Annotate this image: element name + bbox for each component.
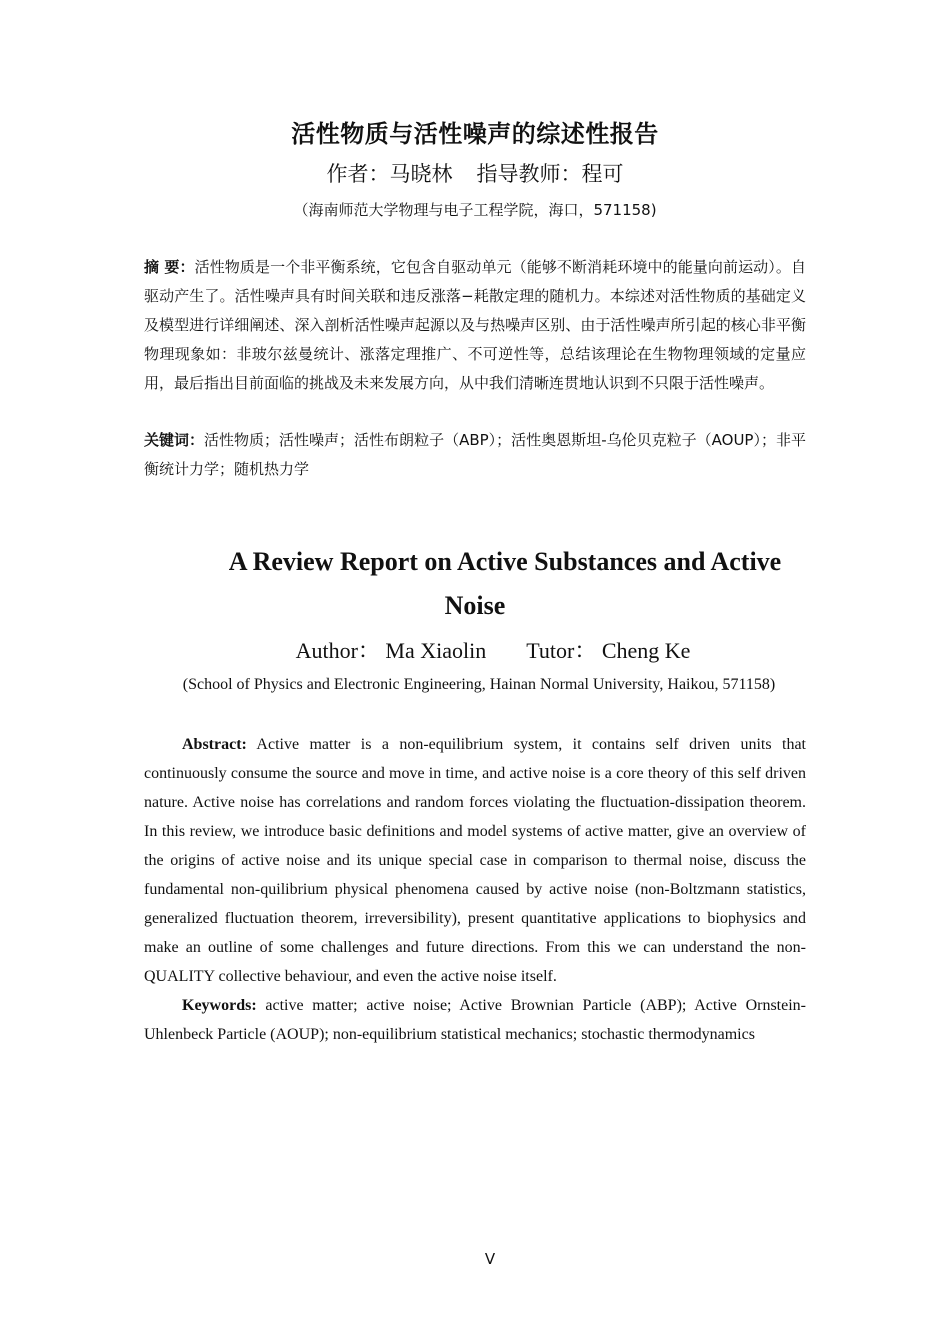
english-affiliation: (School of Physics and Electronic Engineering, Hainan Normal University, Haikou, 571158) [182, 676, 776, 693]
page-number: V [484, 1250, 496, 1268]
english-title-line2: Noise [444, 591, 506, 620]
chinese-keywords [144, 426, 806, 484]
english-tutor-name: Cheng Ke [601, 638, 691, 663]
chinese-title: 活性物质与活性噪声的综述性报告 [291, 120, 659, 148]
english-abstract-text: Active matter is a non-equilibrium system, it contains self driven units that continuously consume the source and move in time, and active noise is a core theory of this self driven nature. Active noise has correlations and random forces violating the fluctuation-dissipation theorem. In this review, we introduce basic definitions and model systems of active matter, give an overview of the origins of active noise and its unique special case in comparison to thermal noise, discuss the fundamental non-quilibrium physical phenomena caused by active noise (non-Boltzmann statistics, generalized fluctuation theorem, irreversibility), present quantitative applications to biophysics and make an outline of some challenges and future directions. From this we can understand the non-QUALITY collective behaviour, and even the active noise itself. [144, 736, 806, 985]
chinese-author: 作者：马晓林 [326, 162, 453, 186]
english-title-line1: A Review Report on Active Substances and Active [228, 547, 782, 576]
english-keywords-label: Keywords: [182, 997, 257, 1014]
chinese-author-line [0, 158, 950, 188]
chinese-keywords-label: 关键词： [144, 431, 205, 449]
chinese-affiliation: （海南师范大学物理与电子工程学院，海口，571158) [293, 201, 657, 219]
english-abstract [144, 730, 806, 991]
english-author-label: Author： [295, 638, 380, 663]
english-tutor-label: Tutor： [526, 638, 597, 663]
english-keywords [144, 991, 806, 1049]
chinese-abstract-label: 摘 要： [144, 258, 195, 276]
english-title [144, 540, 806, 628]
chinese-keywords-text: 活性物质；活性噪声；活性布朗粒子（ABP）；活性奥恩斯坦-乌伦贝克粒子（AOUP）；非平衡统计力学；随机热力学 [144, 431, 806, 478]
chinese-tutor: 指导教师：程可 [476, 162, 624, 186]
english-author-line [0, 634, 950, 665]
english-keywords-text: active matter; active noise; Active Brownian Particle (ABP); Active Ornstein-Uhlenbeck Particle (AOUP); non-equilibrium statistical mechanics; stochastic thermodynamics [144, 997, 806, 1043]
english-abstract-label: Abstract: [182, 736, 247, 753]
chinese-abstract [144, 253, 806, 398]
chinese-abstract-text: 活性物质是一个非平衡系统，它包含自驱动单元（能够不断消耗环境中的能量向前运动）。自驱动产生了。活性噪声具有时间关联和违反涨落−耗散定理的随机力。本综述对活性物质的基础定义及模型进行详细阐述、深入剖析活性噪声起源以及与热噪声区别、由于活性噪声所引起的核心非平衡物理现象如：非玻尔兹曼统计、涨落定理推广、不可逆性等，总结该理论在生物物理领域的定量应用，最后指出目前面临的挑战及未来发展方向，从中我们清晰连贯地认识到不只限于活性噪声。 [144, 258, 806, 392]
english-author-name: Ma Xiaolin [385, 638, 487, 663]
